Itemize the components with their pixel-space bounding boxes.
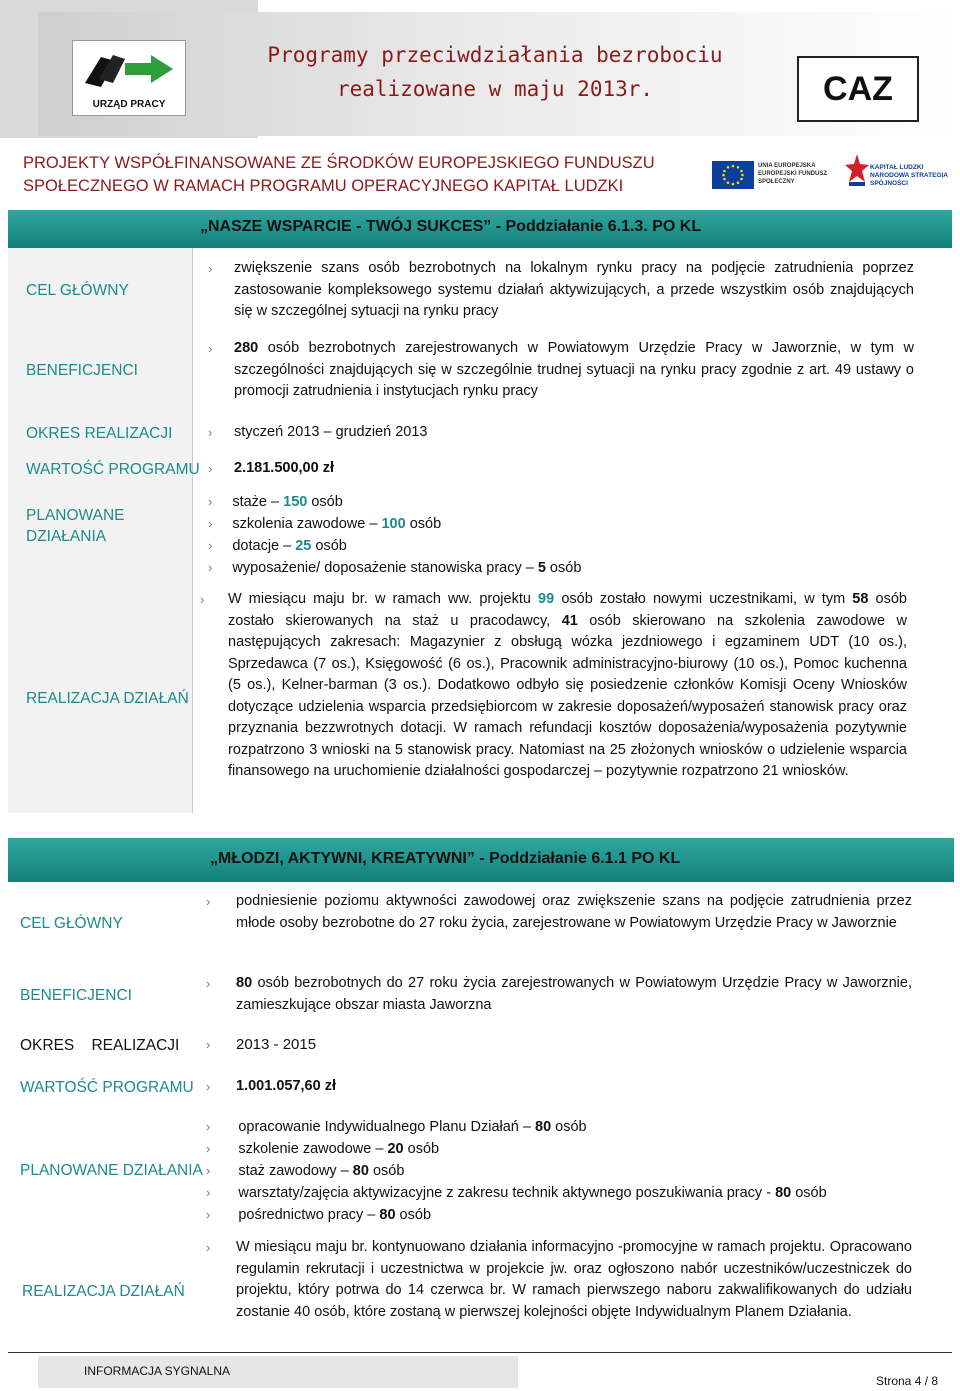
bullet-arrow-icon: › [208, 560, 213, 575]
urzad-pracy-logo [72, 40, 186, 116]
page-title-line2: realizowane w maju 2013r. [336, 77, 654, 101]
s1-label-realizacja: REALIZACJA DZIAŁAŃ [26, 690, 189, 707]
bullet-arrow-icon: › [208, 341, 213, 356]
s2-label-planowane: PLANOWANE DZIAŁANIA [20, 1162, 203, 1179]
bullet-arrow-icon: › [206, 1119, 211, 1134]
bullet-arrow-icon: › [208, 494, 213, 509]
logo-text: URZĄD PRACY [92, 99, 166, 110]
bullet-arrow-icon: › [206, 1079, 211, 1094]
eu-logo-text: UNIA EUROPEJSKA EUROPEJSKI FUNDUSZ SPOŁECZNY [758, 163, 828, 185]
s1-label-cel: CEL GŁÓWNY [26, 282, 129, 299]
s2-label-wartosc: WARTOŚĆ PROGRAMU [20, 1079, 194, 1096]
page-title [250, 38, 740, 106]
s2-label-realizacja: REALIZACJA DZIAŁAŃ [22, 1283, 185, 1300]
project-title-line1: PROJEKTY WSPÓŁFINANSOWANE ZE ŚRODKÓW EUROPEJSKIEGO FUNDUSZU [23, 154, 655, 172]
s1-label-planowane-line2: DZIAŁANIA [26, 528, 107, 545]
kapital-ludzki-logo-text: KAPITAŁ LUDZKI NARODOWA STRATEGIA SPÓJNOŚCI [870, 164, 948, 187]
s2-label-beneficjenci: BENEFICJENCI [20, 987, 132, 1004]
s2-planowane-list [206, 1116, 914, 1228]
s1-realizacja-text: W miesiącu maju br. w ramach ww. projektu 99 osób zostało nowymi uczestnikami, w tym 58 osób zostało skierowanych na staż u pracodawcy, 41 osób skierowano na szkolenia zawodowe w następujących zakresach: Magazynier z obsługą wózka jezdniowego i egzaminem UDT (10 os.), Sprzedawca (7 os.), Księgowość (6 os.), Pracownik administracyjno-biurowy (10 os.), Pomoc kuchenna (5 os.), Kelner-barman (3 os.). Dodatkowo odbyło się posiedzenie członków Komisji Oceny Wniosków dotyczące udzielenia wsparcia przedsiębiorcom w zakresie doposażeń/wyposażeń stanowisk pracy oraz przyznania bezzwrotnych dotacji. W ramach refundacji kosztów doposażenia/wyposażenia pozytywnie rozpatrzono 3 wnioski na 5 stanowisk pracy. Natomiast na 25 złożonych wniosków o udzielenie wsparcia finansowego na uruchomienie działalności gospodarczej – pozytywnie rozpatrzono 21 wniosków. [228, 591, 907, 779]
footer-info-text: INFORMACJA SYGNALNA [84, 1364, 231, 1378]
s1-cel-text: zwiększenie szans osób bezrobotnych na lokalnym rynku pracy na podjęcie zatrudnienia poprzez zastosowanie kompleksowego systemu działań aktywizujących, a przede wszystkim osób znajdujących się w szczególnej sytuacji na rynku pracy [234, 260, 914, 319]
s1-plan-item: › wyposażenie/ doposażenie stanowiska pracy – 5 osób [208, 560, 582, 576]
s1-planowane-list [208, 491, 908, 581]
bullet-arrow-icon: › [206, 1207, 211, 1222]
project-title [23, 152, 693, 198]
s1-plan-item: › szkolenia zawodowe – 100 osób [208, 516, 442, 532]
eu-stars-icon [712, 161, 754, 189]
s2-beneficjenci-desc: osób bezrobotnych do 27 roku życia zarejestrowanych w Powiatowym Urzędzie Pracy w Jaworznie, zamieszkujące obszar miasta Jaworzna [236, 975, 912, 1013]
bullet-arrow-icon: › [206, 1163, 211, 1178]
s1-label-okres: OKRES REALIZACJI [26, 425, 173, 442]
s1-label-beneficjenci: BENEFICJENCI [26, 362, 138, 379]
s1-plan-item: › dotacje – 25 osób [208, 538, 347, 554]
kapital-ludzki-star-icon [845, 152, 869, 188]
section1-title: „NASZE WSPARCIE - TWÓJ SUKCES” - Poddziałanie 6.1.3. PO KL [200, 218, 702, 235]
s1-okres-text: styczeń 2013 – grudzień 2013 [234, 424, 428, 440]
bullet-arrow-icon: › [206, 976, 211, 991]
s1-label-planowane-line1: PLANOWANE [26, 507, 125, 524]
s2-okres-text: 2013 - 2015 [236, 1036, 317, 1053]
bullet-arrow-icon: › [208, 261, 213, 276]
eu-flag-icon [712, 161, 754, 189]
caz-logo [797, 56, 919, 122]
s1-plan-item: › staże – 150 osób [208, 494, 343, 510]
logo-icon [79, 47, 179, 91]
s2-label-cel: CEL GŁÓWNY [20, 915, 123, 932]
s2-beneficjenci-count: 80 [236, 975, 253, 991]
s2-plan-item: › szkolenie zawodowe – 20 osób [206, 1141, 440, 1157]
section2-title: „MŁODZI, AKTYWNI, KREATYWNI” - Poddziałanie 6.1.1 PO KL [210, 850, 681, 867]
s2-cel-text: podniesienie poziomu aktywności zawodowej oraz zwiększenie szans na podjęcie zatrudnienia przez młode osoby bezrobotne do 27 roku życia, zarejestrowane w Powiatowym Urzędzie Pracy w Jaworznie [236, 893, 912, 931]
bullet-arrow-icon: › [208, 516, 213, 531]
bullet-arrow-icon: › [206, 1141, 211, 1156]
bullet-arrow-icon: › [200, 592, 205, 607]
bullet-arrow-icon: › [208, 425, 213, 440]
s1-wartosc-text: 2.181.500,00 zł [234, 460, 334, 476]
footer-divider [8, 1352, 952, 1353]
bullet-arrow-icon: › [206, 1240, 211, 1255]
s2-plan-item: › opracowanie Indywidualnego Planu Działań – 80 osób [206, 1119, 587, 1135]
s1-beneficjenci-text [234, 338, 914, 403]
s2-realizacja-text: W miesiącu maju br. kontynuowano działania informacyjno -promocyjne w ramach projektu. Opracowano regulamin rekrutacji i uczestnictwa w projekcie jw. oraz ogłoszono nabór uczestników/uczestniczek do projektu, który potrwa do 14 czerwca br. W ramach pierwszego naboru zakwalifikowanych do udziału zostanie 40 osób, które zostaną w pierwszej kolejności objęte Indywidualnym Planem Działania. [236, 1239, 912, 1320]
page-title-line1: Programy przeciwdziałania bezrobociu [267, 43, 723, 67]
s1-label-planowane [26, 505, 124, 547]
bullet-arrow-icon: › [206, 894, 211, 909]
bullet-arrow-icon: › [208, 538, 213, 553]
s2-plan-item: › staż zawodowy – 80 osób [206, 1163, 405, 1179]
s2-plan-item: › warsztaty/zajęcia aktywizacyjne z zakresu technik aktywnego poszukiwania pracy - 80 osób [206, 1185, 827, 1201]
s2-plan-item: › pośrednictwo pracy – 80 osób [206, 1207, 432, 1223]
project-title-line2: SPOŁECZNEGO W RAMACH PROGRAMU OPERACYJNEGO KAPITAŁ LUDZKI [23, 177, 624, 195]
page-number: Strona 4 / 8 [876, 1374, 939, 1388]
s2-label-okres: OKRES REALIZACJI [20, 1037, 180, 1054]
bullet-arrow-icon: › [206, 1037, 211, 1052]
bullet-arrow-icon: › [208, 461, 213, 476]
bullet-arrow-icon: › [206, 1185, 211, 1200]
s2-wartosc-text: 1.001.057,60 zł [236, 1078, 336, 1094]
caz-logo-text: CAZ [823, 70, 893, 108]
s2-beneficjenci-text [236, 973, 912, 1016]
s1-beneficjenci-desc: osób bezrobotnych zarejestrowanych w Powiatowym Urzędzie Pracy w Jaworznie, w tym w szczególności znajdujących się w szczególnie trudnej sytuacji na rynku pracy zgodnie z art. 49 ustawy o promocji zatrudnienia i instytucjach rynku pracy [234, 340, 914, 399]
s1-beneficjenci-count: 280 [234, 340, 259, 356]
s1-label-wartosc: WARTOŚĆ PROGRAMU [26, 461, 200, 478]
